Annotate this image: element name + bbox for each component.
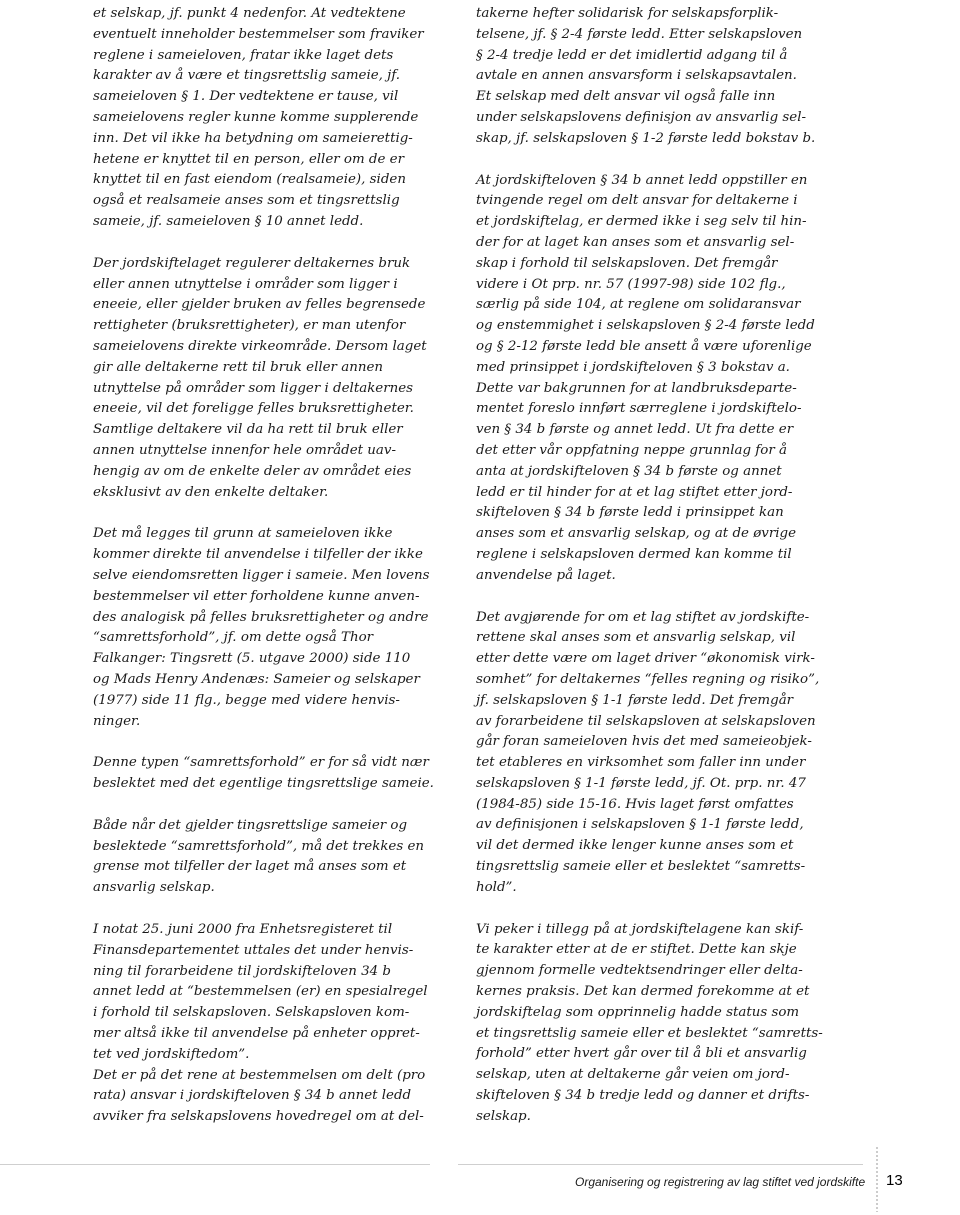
text-line: beslektet med det egentlige tingsrettslige sameie. bbox=[93, 776, 434, 792]
right-paragraph-2 bbox=[476, 171, 826, 587]
text-line: hetene er knyttet til en person, eller om de er bbox=[93, 151, 405, 167]
text-line: og enstemmighet i selskapsloven § 2-4 første ledd bbox=[476, 318, 815, 334]
text-line: gjennom formelle vedtektsendringer eller delta- bbox=[476, 963, 803, 979]
text-line: § 2-4 tredje ledd er det imidlertid adgang til å bbox=[476, 47, 788, 63]
text-line: tet ved jordskiftedom”. bbox=[93, 1046, 250, 1062]
text-line: skap i forhold til selskapsloven. Det fremgår bbox=[476, 255, 778, 271]
text-line: et selskap, jf. punkt 4 nedenfor. At vedtektene bbox=[93, 6, 406, 21]
text-line: kernes praksis. Det kan dermed forekomme at et bbox=[476, 984, 810, 1000]
text-line: eller annen utnyttelse i områder som ligger i bbox=[93, 276, 398, 292]
text-line: eneeie, eller gjelder bruken av felles begrensede bbox=[93, 297, 426, 313]
paragraph-gap bbox=[476, 899, 826, 920]
text-line: grense mot tilfeller der laget må anses som et bbox=[93, 859, 407, 875]
text-line: sameielovens direkte virkeområde. Dersom laget bbox=[93, 338, 427, 354]
paragraph-gap bbox=[476, 150, 826, 171]
text-line: selskapsloven § 1-1 første ledd, jf. Ot. prp. nr. 47 bbox=[476, 775, 806, 791]
text-line: gir alle deltakerne rett til bruk eller annen bbox=[93, 359, 383, 375]
left-paragraph-5 bbox=[93, 816, 438, 899]
text-line: reglene i sameieloven, fratar ikke laget dets bbox=[93, 47, 394, 63]
text-line: det etter vår oppfatning neppe grunnlag for å bbox=[476, 442, 787, 458]
text-line: somhet” for deltakernes “felles regning og risiko”, bbox=[476, 671, 820, 687]
text-line: jordskiftelag som opprinnelig hadde status som bbox=[476, 1004, 800, 1020]
text-line: forhold” etter hvert går over til å bli et ansvarlig bbox=[476, 1046, 807, 1062]
text-line: Det er på det rene at bestemmelsen om delt (pro bbox=[93, 1067, 426, 1083]
right-column bbox=[476, 4, 826, 1128]
text-line: avviker fra selskapslovens hovedregel om at del- bbox=[93, 1109, 424, 1125]
left-paragraph-6 bbox=[93, 920, 438, 1128]
right-paragraph-4 bbox=[476, 920, 826, 1128]
text-line: går foran sameieloven hvis det med sameieobjek- bbox=[476, 734, 812, 750]
text-line: eksklusivt av den enkelte deltaker. bbox=[93, 484, 329, 500]
text-line: avtale en annen ansvarsform i selskapsavtalen. bbox=[476, 68, 797, 84]
text-line: Samtlige deltakere vil da ha rett til bruk eller bbox=[93, 422, 403, 438]
text-line: av forarbeidene til selskapsloven at selskapsloven bbox=[476, 713, 816, 729]
text-line: etter dette være om laget driver “økonomisk virk- bbox=[476, 651, 815, 667]
text-line: Det avgjørende for om et lag stiftet av jordskifte- bbox=[476, 609, 810, 625]
text-line: te karakter etter at de er stiftet. Dette kan skje bbox=[476, 942, 797, 958]
paragraph-gap bbox=[93, 732, 438, 753]
text-line: selve eiendomsretten ligger i sameie. Men lovens bbox=[93, 567, 430, 583]
paragraph-gap bbox=[93, 503, 438, 524]
text-line: Både når det gjelder tingsrettslige sameier og bbox=[93, 817, 408, 833]
text-line: videre i Ot prp. nr. 57 (1997-98) side 102 flg., bbox=[476, 276, 786, 292]
text-line: Det må legges til grunn at sameieloven ikke bbox=[93, 526, 393, 542]
text-line: rettene skal anses som et ansvarlig selskap, vil bbox=[476, 630, 796, 646]
text-line: (1984-85) side 15-16. Hvis laget først omfattes bbox=[476, 796, 794, 812]
right-paragraph-1 bbox=[476, 4, 826, 150]
text-line: et tingsrettslig sameie eller et beslektet “samretts- bbox=[476, 1025, 823, 1041]
text-line: annen utnyttelse innenfor hele området uav- bbox=[93, 442, 396, 458]
text-line: sameielovens regler kunne komme supplerende bbox=[93, 109, 419, 125]
text-line: Dette var bakgrunnen for at landbruksdeparte- bbox=[476, 380, 797, 396]
text-line: (1977) side 11 flg., begge med videre henvis- bbox=[93, 692, 400, 708]
text-line: skap, jf. selskapsloven § 1-2 første ledd bokstav b. bbox=[476, 130, 816, 146]
text-line: hengig av om de enkelte deler av området eies bbox=[93, 463, 412, 479]
text-line: eneeie, vil det foreligge felles bruksrettigheter. bbox=[93, 401, 414, 417]
text-line: anses som et ansvarlig selskap, og at de øvrige bbox=[476, 526, 797, 542]
text-line: I notat 25. juni 2000 fra Enhetsregisteret til bbox=[93, 922, 393, 938]
text-line: ledd er til hinder for at et lag stiftet etter jord- bbox=[476, 484, 793, 500]
text-line: tet etableres en virksomhet som faller inn under bbox=[476, 755, 806, 771]
right-paragraph-3 bbox=[476, 608, 826, 899]
running-footer-title: Organisering og registrering av lag stiftet ved jordskifte bbox=[575, 1175, 866, 1189]
left-paragraph-1 bbox=[93, 4, 438, 233]
text-line: der for at laget kan anses som et ansvarlig sel- bbox=[476, 234, 795, 250]
text-line: des analogisk på felles bruksrettigheter og andre bbox=[93, 609, 429, 625]
text-line: bestemmelser vil etter forholdene kunne anven- bbox=[93, 588, 420, 604]
text-line: rata) ansvar i jordskifteloven § 34 b annet ledd bbox=[93, 1088, 412, 1104]
text-line: Der jordskiftelaget regulerer deltakernes bruk bbox=[93, 255, 411, 271]
text-line: tingsrettslig sameie eller et beslektet “samretts- bbox=[476, 859, 806, 875]
text-line: skifteloven § 34 b første ledd i prinsippet kan bbox=[476, 505, 784, 521]
text-line: takerne hefter solidarisk for selskapsforplik- bbox=[476, 6, 779, 21]
text-line: knyttet til en fast eiendom (realsameie), siden bbox=[93, 172, 406, 188]
text-line: og § 2-12 første ledd ble ansett å være uforenlige bbox=[476, 338, 812, 354]
text-line: annet ledd at “bestemmelsen (er) en spesialregel bbox=[93, 984, 428, 1000]
text-line: rettigheter (bruksrettigheter), er man utenfor bbox=[93, 318, 406, 334]
text-line: og Mads Henry Andenæs: Sameier og selskaper bbox=[93, 671, 420, 687]
text-line: utnyttelse på områder som ligger i deltakernes bbox=[93, 380, 414, 396]
text-line: Denne typen “samrettsforhold” er for så vidt nær bbox=[93, 755, 429, 771]
dotted-separator bbox=[875, 1146, 879, 1212]
text-line: av definisjonen i selskapsloven § 1-1 første ledd, bbox=[476, 817, 804, 833]
paragraph-gap bbox=[93, 233, 438, 254]
text-line: ansvarlig selskap. bbox=[93, 880, 215, 896]
paragraph-gap bbox=[93, 795, 438, 816]
text-line: tvingende regel om delt ansvar for deltakerne i bbox=[476, 193, 798, 209]
paragraph-gap bbox=[476, 587, 826, 608]
left-paragraph-3 bbox=[93, 524, 438, 732]
text-line: Vi peker i tillegg på at jordskiftelagene kan skif- bbox=[476, 921, 804, 937]
text-line: selskap, uten at deltakerne går veien om jord- bbox=[476, 1067, 790, 1083]
left-paragraph-4 bbox=[93, 753, 438, 795]
text-line: anta at jordskifteloven § 34 b første og annet bbox=[476, 463, 782, 479]
text-line: sameie, jf. sameieloven § 10 annet ledd. bbox=[93, 213, 364, 229]
text-line: hold”. bbox=[476, 879, 517, 895]
left-paragraph-2 bbox=[93, 254, 438, 504]
text-line: særlig på side 104, at reglene om solidaransvar bbox=[476, 297, 801, 313]
paragraph-gap bbox=[93, 899, 438, 920]
text-line: Falkanger: Tingsrett (5. utgave 2000) side 110 bbox=[93, 651, 411, 667]
left-column bbox=[93, 4, 438, 1128]
text-line: anvendelse på laget. bbox=[476, 567, 616, 583]
text-line: karakter av å være et tingsrettslig sameie, jf. bbox=[93, 68, 401, 84]
text-line: reglene i selskapsloven dermed kan komme til bbox=[476, 546, 792, 562]
text-line: i forhold til selskapsloven. Selskapsloven kom- bbox=[93, 1005, 410, 1021]
text-line: inn. Det vil ikke ha betydning om sameierettig- bbox=[93, 130, 413, 146]
text-line: mer altså ikke til anvendelse på enheter oppret- bbox=[93, 1026, 420, 1042]
text-line: ning til forarbeidene til jordskifteloven 34 b bbox=[93, 963, 391, 979]
text-line: mentet foreslo innført særreglene i jordskiftelo- bbox=[476, 401, 802, 417]
text-line: med prinsippet i jordskifteloven § 3 bokstav a. bbox=[476, 359, 790, 375]
text-line: Finansdepartementet uttales det under henvis- bbox=[93, 942, 414, 958]
text-line: selskap. bbox=[476, 1108, 531, 1124]
text-line: vil det dermed ikke lenger kunne anses som et bbox=[476, 838, 794, 854]
footer-divider-right bbox=[458, 1164, 863, 1165]
text-line: beslektede “samrettsforhold”, må det trekkes en bbox=[93, 838, 425, 854]
text-line: også et realsameie anses som et tingsrettslig bbox=[93, 193, 400, 209]
footer-divider-left bbox=[0, 1164, 430, 1165]
text-line: “samrettsforhold”, jf. om dette også Thor bbox=[93, 630, 374, 646]
text-line: kommer direkte til anvendelse i tilfeller der ikke bbox=[93, 547, 423, 563]
text-line: At jordskifteloven § 34 b annet ledd oppstiller en bbox=[476, 172, 808, 188]
text-line: under selskapslovens definisjon av ansvarlig sel- bbox=[476, 109, 807, 125]
page-number: 13 bbox=[886, 1172, 903, 1189]
text-line: ninger. bbox=[93, 713, 141, 729]
text-line: sameieloven § 1. Der vedtektene er tause, vil bbox=[93, 89, 399, 105]
text-line: Et selskap med delt ansvar vil også falle inn bbox=[476, 89, 776, 105]
text-line: telsene, jf. § 2-4 første ledd. Etter selskapsloven bbox=[476, 26, 803, 42]
text-line: et jordskiftelag, er dermed ikke i seg selv til hin- bbox=[476, 214, 807, 230]
text-line: jf. selskapsloven § 1-1 første ledd. Det fremgår bbox=[476, 692, 794, 708]
text-line: ven § 34 b første og annet ledd. Ut fra dette er bbox=[476, 422, 794, 438]
text-line: eventuelt inneholder bestemmelser som fraviker bbox=[93, 26, 424, 42]
text-line: skifteloven § 34 b tredje ledd og danner et drifts- bbox=[476, 1088, 810, 1104]
